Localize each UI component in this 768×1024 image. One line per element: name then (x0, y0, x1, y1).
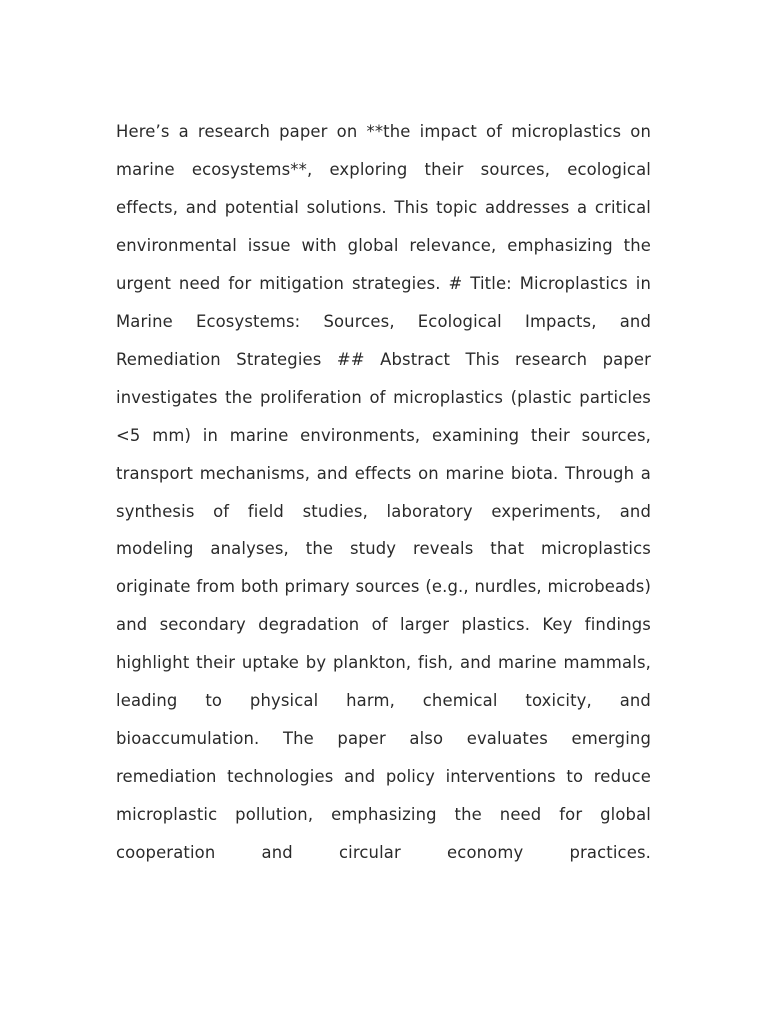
body-paragraph: Here’s a research paper on **the impact of microplastics on marine ecosystems**, exploring their sources, ecological effects, and potential solutions. This topic addresses a critical environmental issue with global relevance, emphasizing the urgent need for mitigation strategies. # Title: Microplastics in Marine Ecosystems: Sources, Ecological Impacts, and Remediation Strategies ## Abstract This research paper investigates the proliferation of microplastics (plastic particles <5 mm) in marine environments, examining their sources, transport mechanisms, and effects on marine biota. Through a synthesis of field studies, laboratory experiments, and modeling analyses, the study reveals that microplastics originate from both primary sources (e.g., nurdles, microbeads) and secondary degradation of larger plastics. Key findings highlight their uptake by plankton, fish, and marine mammals, leading to physical harm, chemical toxicity, and bioaccumulation. The paper also evaluates emerging remediation technologies and policy interventions to reduce microplastic pollution, emphasizing the need for global cooperation and circular economy practices. (116, 122, 651, 863)
